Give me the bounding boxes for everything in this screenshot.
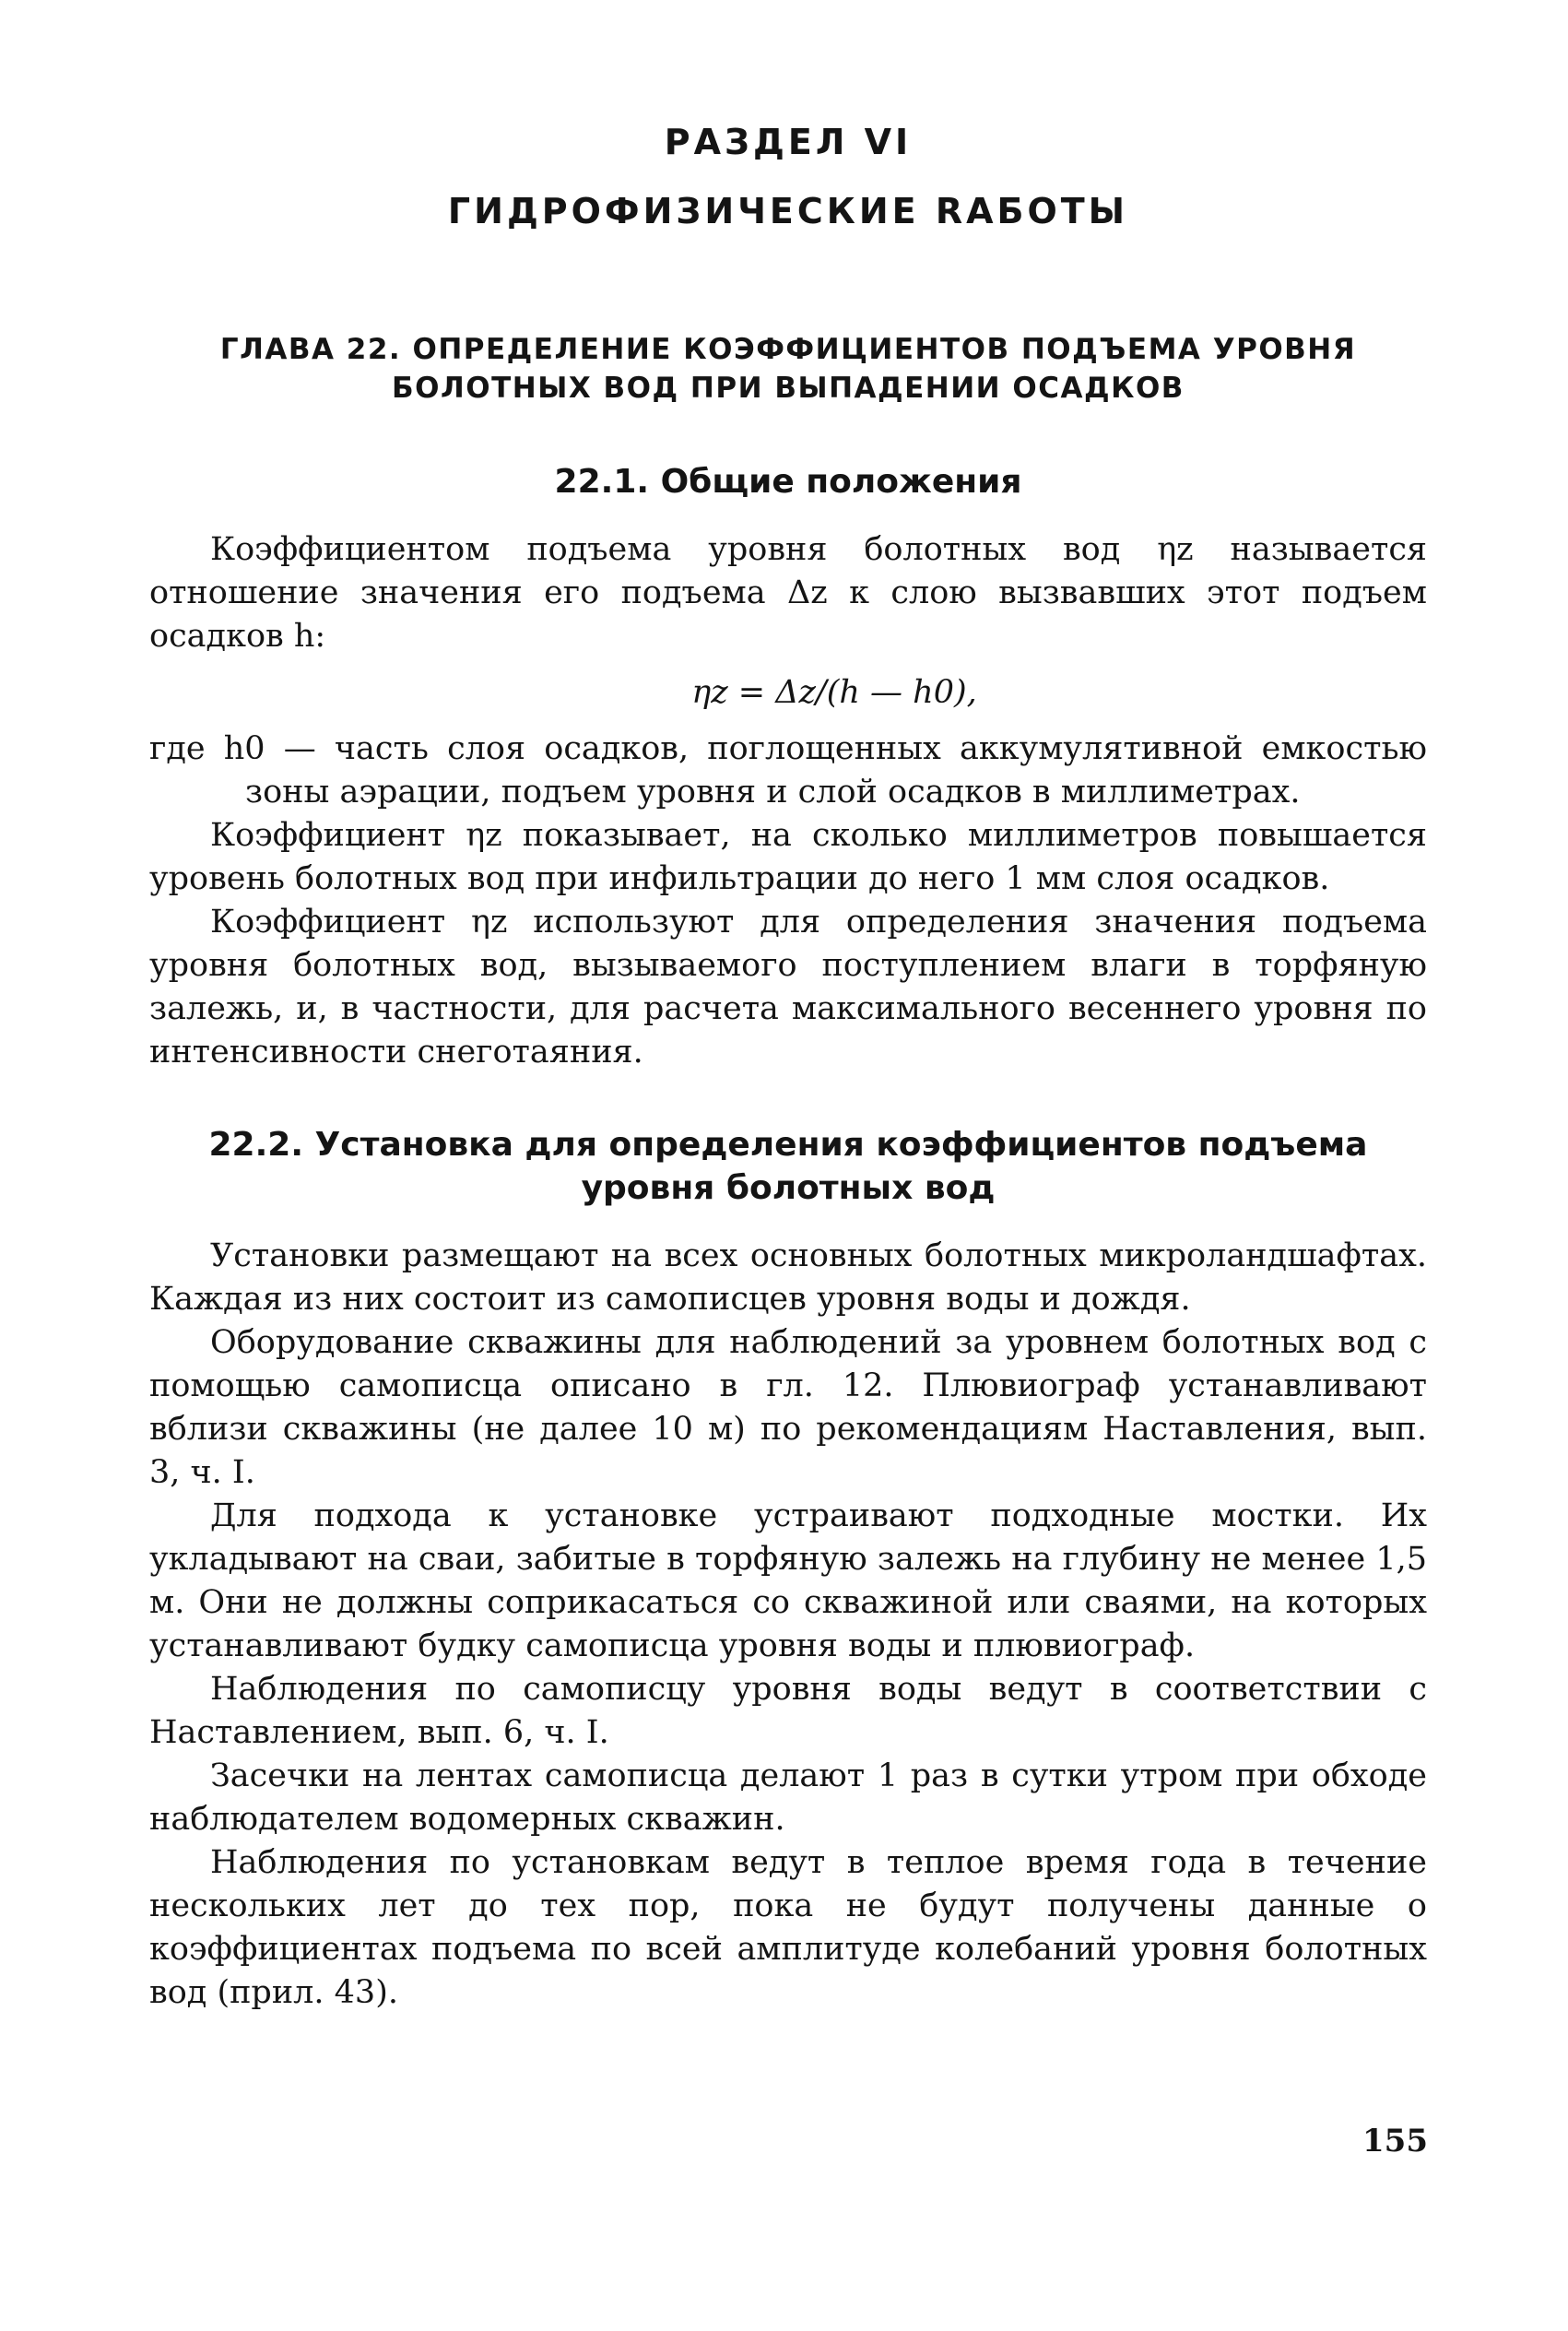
chapter-heading-line1: ГЛАВА 22. ОПРЕДЕЛЕНИЕ КОЭФФИЦИЕНТОВ ПОДЪЕМА УРОВНЯ bbox=[219, 332, 1357, 366]
subsection-title-22-2 bbox=[149, 1124, 1427, 1211]
paragraph: Для подхода к установке устраивают подходные мостки. Их укладывают на сваи, забитые в торфяную залежь на глубину не менее 1,5 м. Они не должны соприкасаться со скважиной или сваями, на которых устанавливают будку самописца уровня воды и плювиограф. bbox=[149, 1497, 1427, 1664]
paragraph: Коэффициент ηz показывает, на сколько миллиметров повышается уровень болотных вод при инфильтрации до него 1 мм слоя осадков. bbox=[149, 817, 1427, 898]
paragraph: Установки размещают на всех основных болотных микроландшафтах. Каждая из них состоит из самописцев уровня воды и дождя. bbox=[149, 1236, 1427, 1318]
chapter-heading bbox=[149, 331, 1427, 408]
formula-explanation: где h0 — часть слоя осадков, поглощенных аккумулятивной емкостью зоны аэрации, подъем уровня и слой осадков в миллиметрах. bbox=[149, 730, 1427, 811]
paragraph: Коэффициент ηz используют для определения значения подъема уровня болотных вод, вызываемого поступлением влаги в торфяную залежь, и, в частности, для расчета максимального весеннего уровня по интенсивности снеготаяния. bbox=[149, 904, 1427, 1071]
page-content bbox=[149, 120, 1427, 2015]
paragraph: Оборудование скважины для наблюдений за уровнем болотных вод с помощью самописца описано в гл. 12. Плювиограф устанавливают вблизи скважины (не далее 10 м) по рекомендациям Наставления, вып. 3, ч. I. bbox=[149, 1323, 1427, 1491]
paragraph: Засечки на лентах самописца делают 1 раз в сутки утром при обходе наблюдателем водомерных скважин. bbox=[149, 1757, 1427, 1838]
paragraph: Наблюдения по самописцу уровня воды ведут в соответствии с Наставлением, вып. 6, ч. I. bbox=[149, 1670, 1427, 1751]
subsection-title-line2: уровня болотных вод bbox=[581, 1169, 996, 1208]
subsection-title-line1: 22.2. Установка для определения коэффициентов подъема bbox=[208, 1126, 1368, 1165]
chapter-heading-line2: БОЛОТНЫХ ВОД ПРИ ВЫПАДЕНИИ ОСАДКОВ bbox=[392, 371, 1185, 405]
subsection-title-22-1: 22.1. Общие положения bbox=[554, 463, 1022, 502]
section-heading: РАЗДЕЛ VI bbox=[664, 122, 913, 162]
paragraph: Наблюдения по установкам ведут в теплое время года в течение нескольких лет до тех пор, пока не будут получены данные о коэффициентах подъема по всей амплитуде колебаний уровня болотных вод (прил. 43). bbox=[149, 1843, 1427, 2011]
page-number: 155 bbox=[1362, 2123, 1428, 2159]
section-title: ГИДРОФИЗИЧЕСКИЕ RАБОТЫ bbox=[447, 191, 1129, 232]
formula: ηz = Δz/(h — h0), bbox=[691, 674, 977, 712]
paragraph: Коэффициентом подъема уровня болотных вод ηz называется отношение значения его подъема Δz к слою вызвавших этот подъем осадков h: bbox=[149, 531, 1427, 656]
